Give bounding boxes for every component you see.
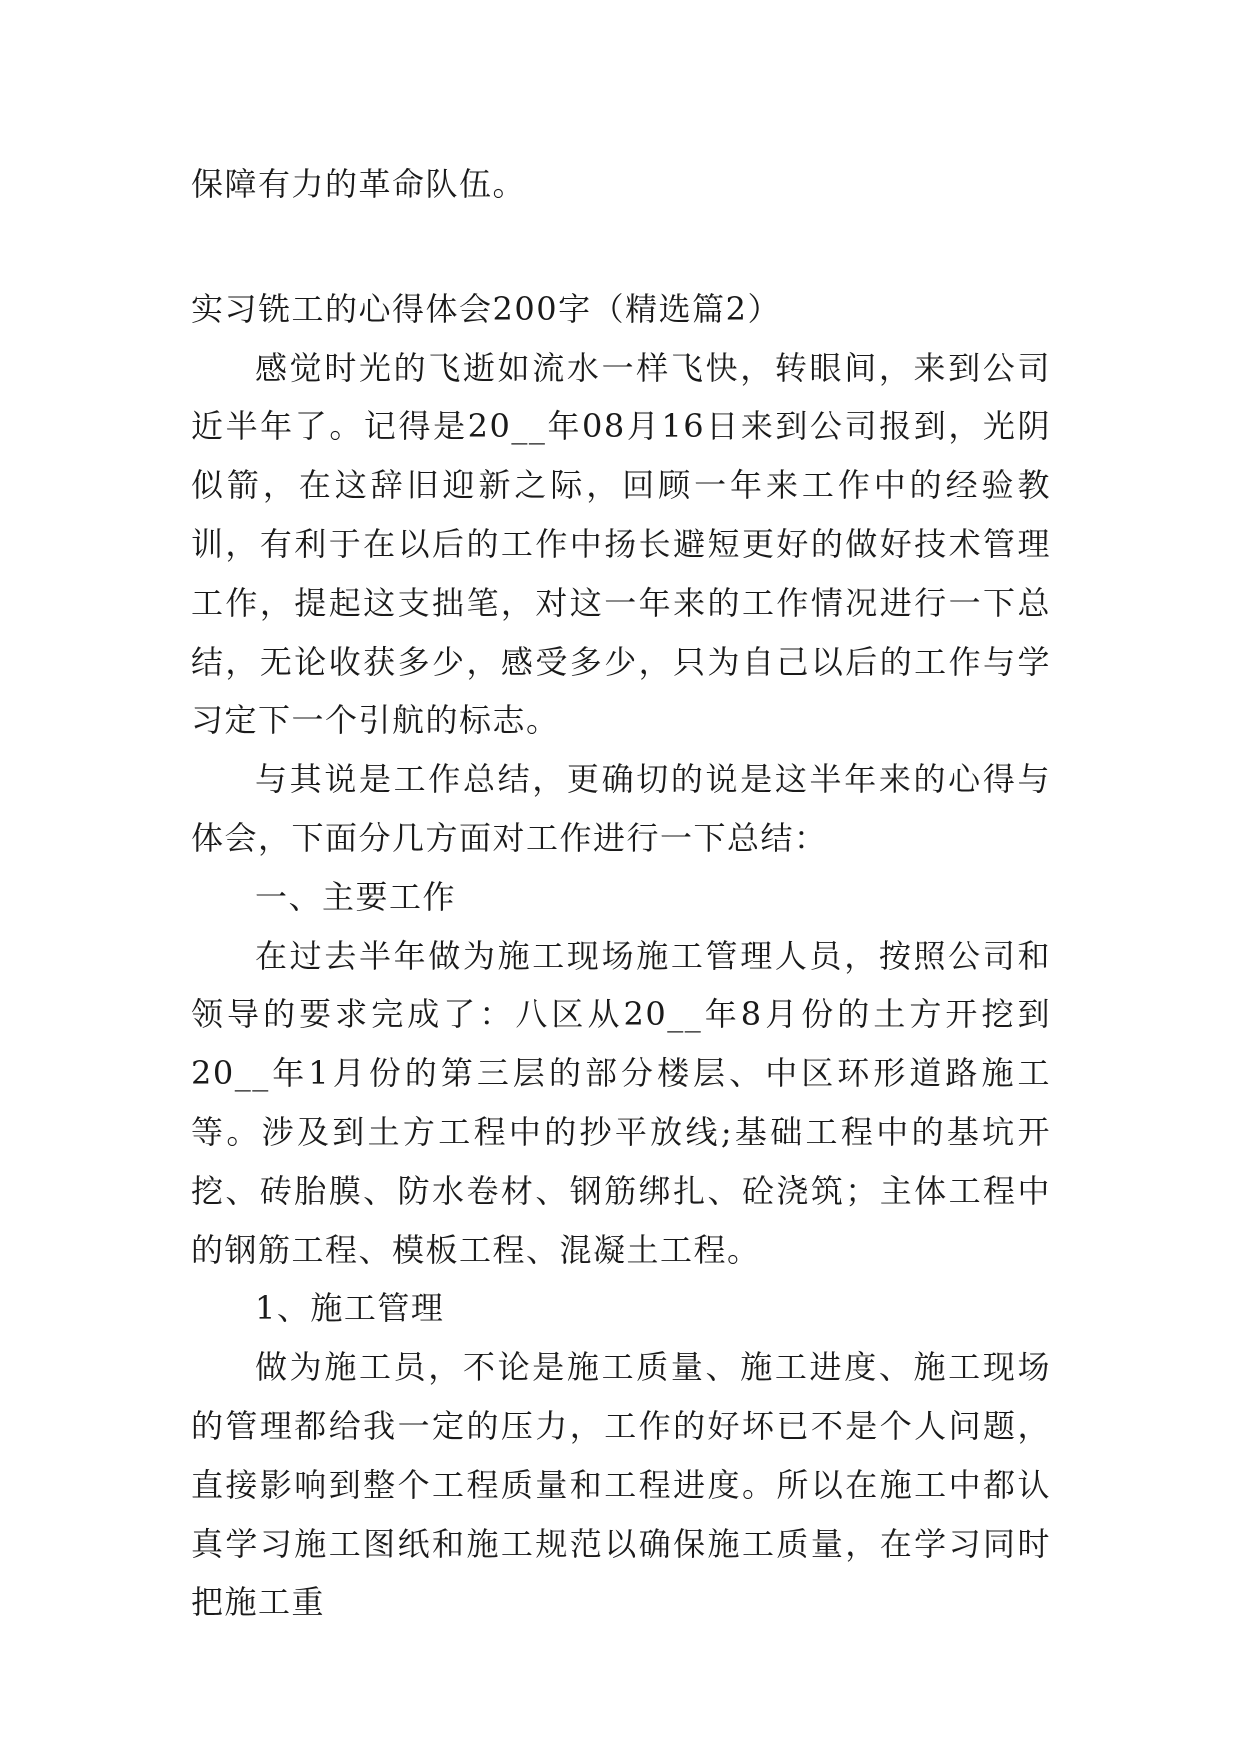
paragraph-summary: 与其说是工作总结，更确切的说是这半年来的心得与体会，下面分几方面对工作进行一下总结： [191,760,1051,857]
document-body [191,155,1051,1632]
section-title: 实习铣工的心得体会200字（精选篇2） [191,289,781,328]
paragraph-construction-management: 做为施工员，不论是施工质量、施工进度、施工现场的管理都给我一定的压力，工作的好坏已不是个人问题，直接影响到整个工程质量和工程进度。所以在施工中都认真学习施工图纸和施工规范以确保施工质量，在学习同时把施工重 [191,1348,1051,1622]
section-spacer [191,214,1051,280]
heading-construction-management: 1、施工管理 [255,1289,445,1328]
paragraph-main-work: 在过去半年做为施工现场施工管理人员，按照公司和领导的要求完成了：八区从20__年8月份的土方开挖到20__年1月份的第三层的部分楼层、中区环形道路施工等。涉及到土方工程中的抄平放线;基础工程中的基坑开挖、砖胎膜、防水卷材、钢筋绑扎、砼浇筑；主体工程中的钢筋工程、模板工程、混凝土工程。 [191,936,1051,1269]
continuation-line: 保障有力的革命队伍。 [191,165,527,203]
paragraph-intro: 感觉时光的飞逝如流水一样飞快，转眼间，来到公司近半年了。记得是20__年08月16日来到公司报到，光阴似箭，在这辞旧迎新之际，回顾一年来工作中的经验教训，有利于在以后的工作中扬长避短更好的做好技术管理工作，提起这支拙笔，对这一年来的工作情况进行一下总结，无论收获多少，感受多少，只为自己以后的工作与学习定下一个引航的标志。 [191,348,1051,740]
heading-main-work: 一、主要工作 [255,877,457,916]
